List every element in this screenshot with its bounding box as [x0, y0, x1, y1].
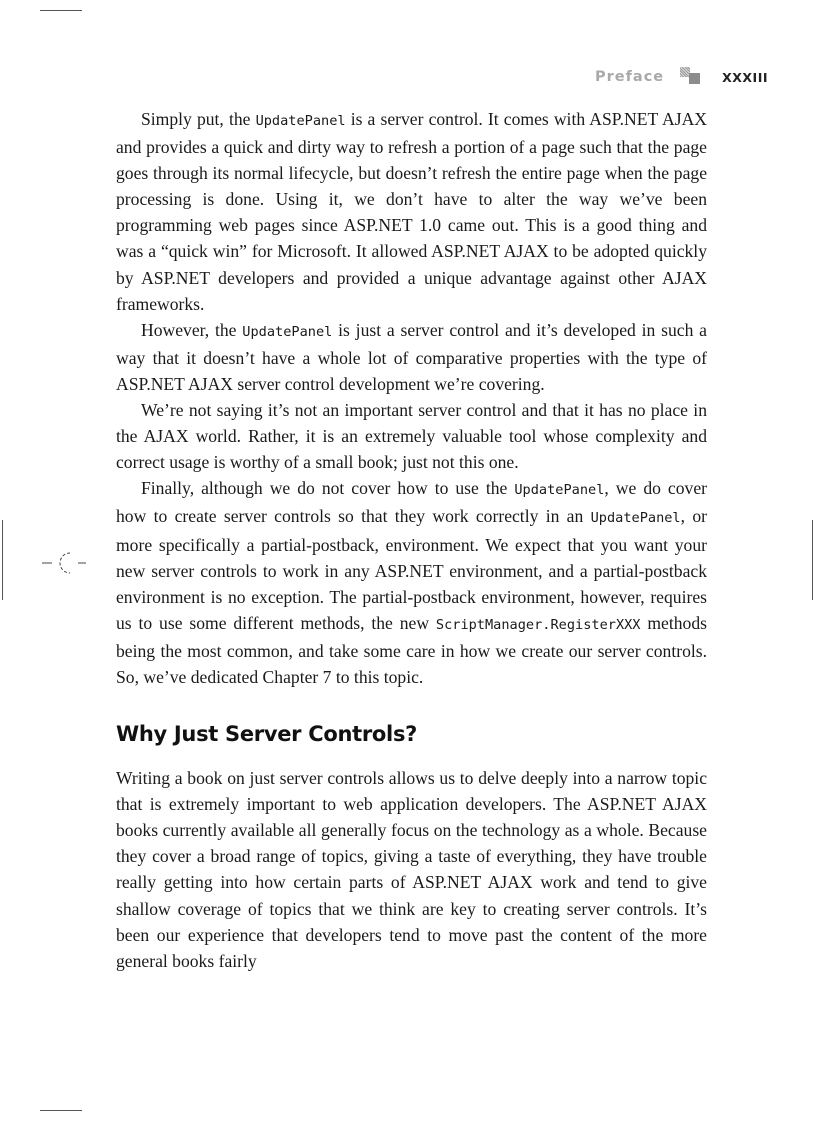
header-squares-icon	[680, 67, 702, 87]
page-number: XXXIII	[722, 69, 768, 85]
paragraph-3: We’re not saying it’s not an important server control and that it has no place in the AJAX world. Rather, it is an extremely valuable tool whose complexity and correct usage is worthy of a small book; just not this one.	[116, 400, 707, 473]
body-text	[116, 106, 707, 974]
paragraph-2: However, the UpdatePanel is just a server control and it’s developed in such a way that it doesn’t have a whole lot of comparative properties with the type of ASP.NET AJAX server control development we’re covering.	[116, 319, 707, 394]
crop-mark-right	[812, 520, 813, 600]
section-paragraph: Writing a book on just server controls allows us to delve deeply into a narrow topic that is extremely important to web application developers. The ASP.NET AJAX books currently available all generally focus on the technology as a whole. Because they cover a broad range of topics, giving a taste of everything, they have trouble really getting into how certain parts of ASP.NET AJAX work and tend to give shallow coverage of topics that we think are key to creating server controls. It’s been our experience that developers tend to move past the content of the more general books fairly	[116, 768, 707, 971]
paragraph-4: Finally, although we do not cover how to use the UpdatePanel, we do cover how to create server controls so that they work correctly in an UpdatePanel, or more specifically a partial-postback, environment. We expect that you want your new server controls to work in any ASP.NET environment, and a partial-postback environment is no exception. The partial-postback environment, however, requires us to use some different methods, the new ScriptManager.RegisterXXX methods being the most common, and take some care in how we create our server controls. So, we’ve dedicated Chapter 7 to this topic.	[116, 478, 707, 687]
crop-mark-bottom-left	[40, 1110, 82, 1111]
section-heading: Why Just Server Controls?	[116, 722, 418, 747]
running-title: Preface	[594, 69, 665, 85]
paragraph-1: Simply put, the UpdatePanel is a server control. It comes with ASP.NET AJAX and provides a quick and dirty way to refresh a portion of a page such that the page goes through its normal lifecycle, but doesn’t refresh the entire page when the page processing is done. Using it, we don’t have to alter the way we’ve been programming web pages since ASP.NET 1.0 came out. This is a good thing and was a “quick win” for Microsoft. It allowed ASP.NET AJAX to be adopted quickly by ASP.NET developers and provided a unique advantage against other AJAX frameworks.	[116, 109, 707, 314]
crop-mark-left	[2, 520, 3, 600]
running-header	[595, 66, 768, 88]
crop-mark-top-left	[40, 10, 82, 11]
registration-mark-icon	[40, 548, 90, 578]
